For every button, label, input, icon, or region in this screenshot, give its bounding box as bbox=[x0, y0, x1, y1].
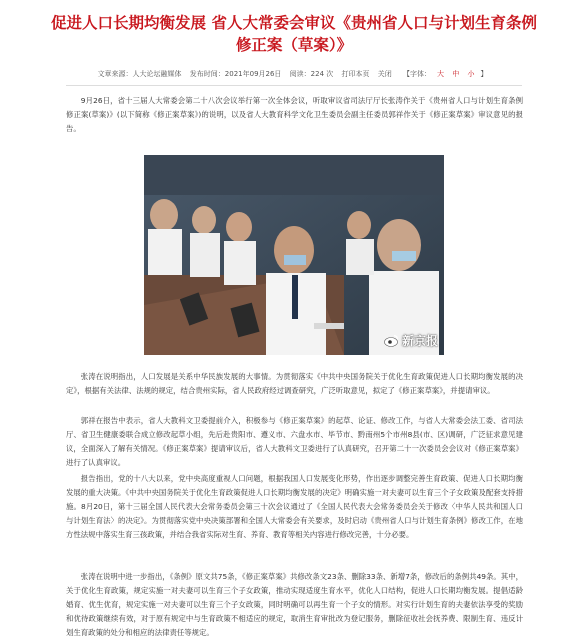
meeting-photo-image bbox=[144, 155, 444, 355]
font-size-medium-link[interactable]: 中 bbox=[452, 70, 460, 78]
paragraph-4: 报告指出，党的十八大以来，党中央高度重视人口问题，根据我国人口发展变化形势，作出逐步调整完善生育政策、促进人口长期均衡发展的重大决策。《中共中央国务院关于优化生育政策促进人口长期均衡发展的决定》明确实施一对夫妻可以生育三个子女政策及配套支持措施。8月20日，第十三届全国人民代表大会常务委员会第三十次会议通过了《全国人民代表大会常务委员会关于修改〈中华人民共和国人口与计划生育法〉的决定》。为贯彻落实党中央决策部署和全国人大常委会有关要求，及时启动《贵州省人口与计划生育条例》修改工作，在地方性法规中落实生育三孩政策，并结合我省实际对生育、养育、教育等相关内容进行修改完善，十分必要。 bbox=[66, 474, 523, 539]
paragraph-3: 郭祥在报告中表示，省人大教科文卫委提前介入，积极参与《修正案草案》的起草、论证、修改工作，与省人大常委会法工委、省司法厅、省卫生健康委联合成立修改起草小组，先后赴贵阳市、遵义市、六盘水市、毕节市、黔南州5个市州8县(市、区)调研，广泛征求意见建议，全面深入了解有关情况。《修正案草案》提请审议后，省人大教科文卫委进行了认真研究，召开第二十一次委员会会议对《修正案草案》进行了认真审议。 bbox=[66, 416, 523, 467]
meta-views: 阅读：224 次 bbox=[289, 70, 334, 78]
print-link[interactable]: 打印本页 bbox=[341, 70, 370, 78]
meta-date: 发布时间：2021年09月26日 bbox=[189, 70, 282, 78]
font-size-control bbox=[400, 70, 490, 78]
photo-watermark-text: 新京报 bbox=[401, 334, 438, 348]
close-link[interactable]: 关闭 bbox=[377, 70, 392, 78]
weibo-icon bbox=[384, 334, 399, 347]
font-size-large-link[interactable]: 大 bbox=[436, 70, 444, 78]
article-meta bbox=[60, 68, 528, 80]
font-size-small-link[interactable]: 小 bbox=[467, 70, 475, 78]
title-divider bbox=[66, 85, 522, 86]
article-title-line2: 修正案（草案）》 bbox=[235, 36, 353, 54]
meta-source: 文章来源：人大论坛融媒体 bbox=[97, 70, 182, 78]
photo-watermark bbox=[384, 332, 438, 349]
paragraph-1: 9月26日，省十三届人大常委会第二十八次会议举行第一次全体会议，听取审议省司法厅厅长张涛作关于《贵州省人口与计划生育条例修正案(草案)》(以下简称《修正案草案》)的说明，以及省人大教育科学文化卫生委员会副主任委员郭祥作关于《修正案草案》审议意见的报告。 bbox=[66, 96, 523, 133]
font-size-end: 】 bbox=[480, 70, 488, 78]
meeting-photo bbox=[144, 155, 444, 355]
article-title-line1: 促进人口长期均衡发展 省人大常委会审议《贵州省人口与计划生育条例 bbox=[51, 14, 537, 32]
paragraph-2: 张涛在说明指出，人口发展是关系中华民族发展的大事情。为贯彻落实《中共中央国务院关于优化生育政策促进人口长期均衡发展的决定》，根据有关法律、法规的规定，结合贵州实际，省人民政府经过调查研究，广泛听取意见，拟定了《修正案草案》，并提请审议。 bbox=[66, 372, 523, 395]
font-size-label: 【字体： bbox=[402, 70, 431, 78]
paragraph-5: 张涛在说明中进一步指出，《条例》原文共75条，《修正案草案》共修改条文23条、删除33条、新增7条，修改后的条例共49条。其中，关于优化生育政策，规定实施一对夫妻可以生育三个子女政策，推动实现适度生育水平，优化人口结构，促进人口长期均衡发展。提倡适龄婚育、优生优育，规定实施一对夫妻可以生育三个子女政策，同时明确可以再生育一个子女的情形。对实行计划生育的夫妻依法享受的奖励和优待政策继续有效，对于原有规定中与生育政策不相适应的规定，取消生育审批改为登记服务，删除征收社会抚养费、限制生育、违反计划生育政策的处分和相应的法律责任等规定。 bbox=[66, 572, 523, 637]
article-title bbox=[40, 12, 548, 56]
